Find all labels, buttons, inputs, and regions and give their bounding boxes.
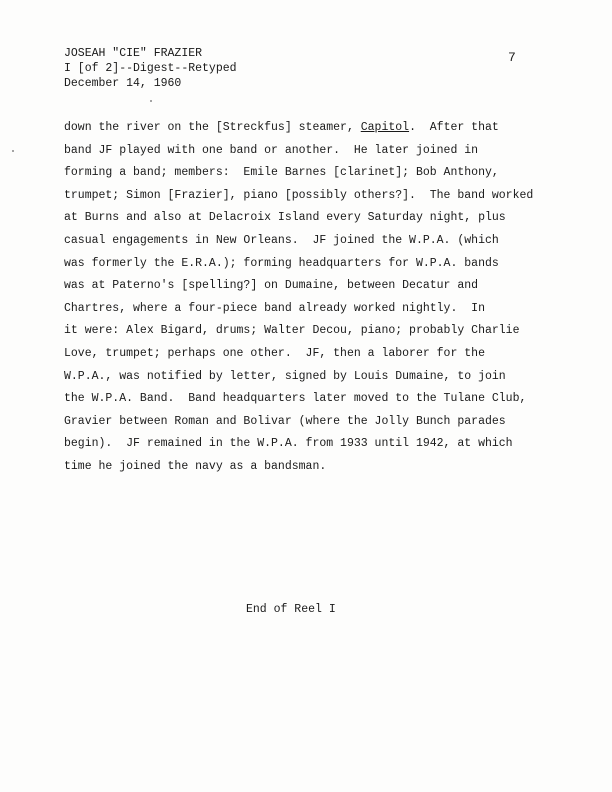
line-text: begin). JF remained in the W.P.A. from 1933 until 1942, at which [64,437,513,451]
line-text: . After that [409,121,499,134]
transcript-line [64,343,564,366]
line-text: at Burns and also at Delacroix Island every Saturday night, plus [64,211,506,225]
transcript-line [64,162,564,185]
line-text: Love, trumpet; perhaps one other. JF, then a laborer for the [64,346,485,360]
line-text: Gravier between Roman and Bolivar (where the Jolly Bunch parades [64,414,506,428]
page-number: 7 [508,50,516,65]
document-header [64,46,237,91]
transcript-line [64,207,564,230]
transcript-line [64,275,564,298]
scan-speck [12,150,14,152]
transcript-line [64,253,564,276]
line-text: the W.P.A. Band. Band headquarters later moved to the Tulane Club, [64,392,527,406]
transcript-line [64,388,564,411]
line-text: time he joined the navy as a bandsman. [64,459,327,473]
transcript-line [64,320,564,343]
end-of-reel: End of Reel I [246,603,336,616]
transcript-body [64,117,564,479]
transcript-line [64,185,564,208]
transcript-line [64,411,564,434]
line-text: forming a band; members: Emile Barnes [clarinet]; Bob Anthony, [64,166,499,180]
interviewee-name: JOSEAH "CIE" FRAZIER [64,47,203,60]
transcript-line [64,230,564,253]
transcript-line [64,456,564,479]
line-text: was formerly the E.R.A.); forming headquarters for W.P.A. bands [64,256,499,270]
line-text: it were: Alex Bigard, drums; Walter Decou, piano; probably Charlie [64,324,520,338]
reel-info: I [of 2]--Digest--Retyped [64,62,237,75]
line-text: down the river on the [Streckfus] steamer, [64,121,361,134]
line-text: casual engagements in New Orleans. JF joined the W.P.A. (which [64,233,499,247]
transcript-line [64,298,564,321]
scan-speck [150,100,152,102]
line-text: band JF played with one band or another. He later joined in [64,143,479,157]
underlined-title: Capitol [360,121,410,134]
line-text: W.P.A., was notified by letter, signed by Louis Dumaine, to join [64,369,506,383]
line-text: was at Paterno's [spelling?] on Dumaine, between Decatur and [64,279,479,293]
transcript-line [64,433,564,456]
transcript-line [64,366,564,389]
line-text: trumpet; Simon [Frazier], piano [possibly others?]. The band worked [64,188,534,202]
interview-date: December 14, 1960 [64,77,182,90]
transcript-line [64,117,564,140]
line-text: Chartres, where a four-piece band already worked nightly. In [64,301,485,315]
transcript-line [64,140,564,163]
